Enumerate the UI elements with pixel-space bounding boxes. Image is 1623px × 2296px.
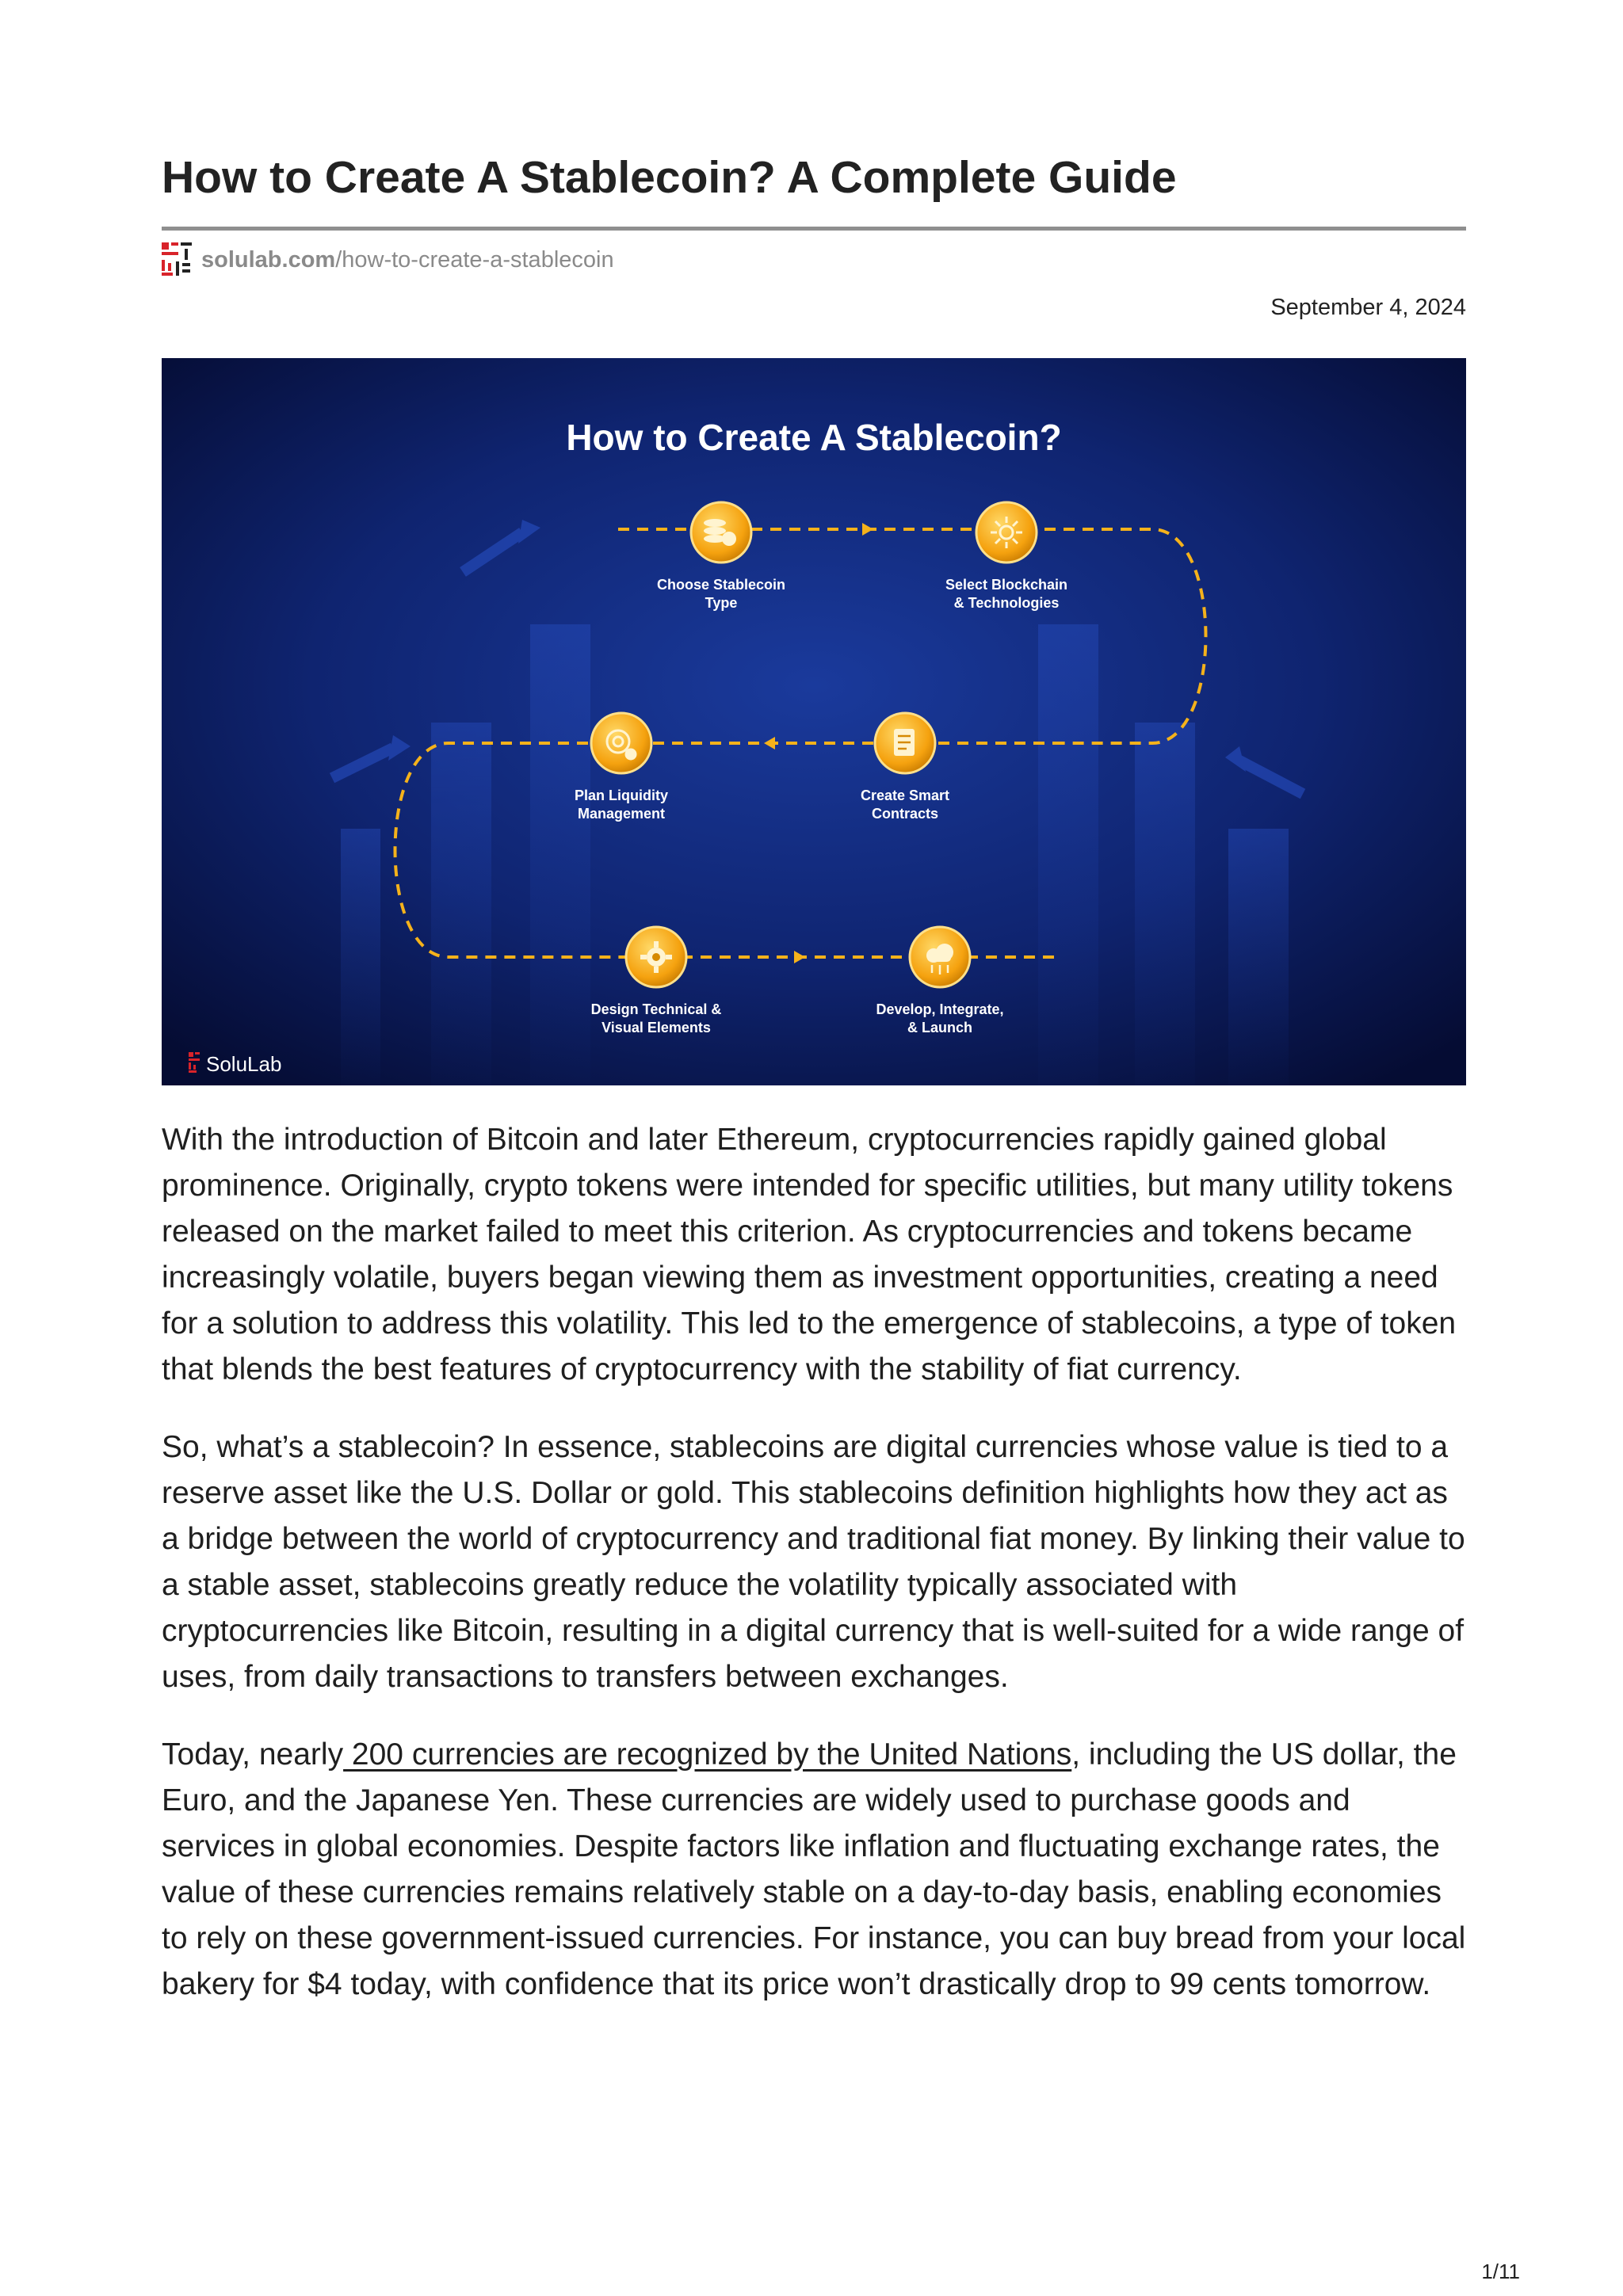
step-label-line2: & Technologies bbox=[953, 595, 1060, 611]
source-path[interactable]: /how-to-create-a-stablecoin bbox=[335, 246, 614, 273]
solulab-logo-icon bbox=[162, 242, 193, 277]
step-label-line1: Select Blockchain bbox=[945, 577, 1068, 593]
step-label-line1: Design Technical & bbox=[590, 1001, 722, 1017]
page-number: 1/11 bbox=[1481, 2260, 1520, 2283]
step-label-line2: Management bbox=[577, 806, 666, 822]
step-label-line1: Plan Liquidity bbox=[574, 788, 669, 803]
source-line bbox=[162, 242, 614, 277]
hero-infographic bbox=[162, 358, 1466, 1085]
page-title: How to Create A Stablecoin? A Complete Guide bbox=[162, 152, 1177, 203]
un-currencies-link[interactable]: 200 currencies are recognized by the United Nations bbox=[343, 1737, 1072, 1772]
paragraph-definition: So, what’s a stablecoin? In essence, stablecoins are digital currencies whose value is tied to a reserve asset like the U.S. Dollar or gold. This stablecoins definition highlights how they act as a bridge between the world of cryptocurrency and traditional fiat money. By linking their value to a stable asset, stablecoins greatly reduce the volatility typically associated with cryptocurrencies like Bitcoin, resulting in a digital currency that is well-suited for a wide range of uses, from daily transactions to transfers between exchanges. bbox=[162, 1430, 1465, 1694]
paragraph-currencies bbox=[162, 1732, 1471, 2008]
paragraph-intro: With the introduction of Bitcoin and later Ethereum, cryptocurrencies rapidly gained global prominence. Originally, crypto tokens were intended for specific utilities, but many utility tokens released on the market failed to meet this criterion. As cryptocurrencies and tokens became increasingly volatile, buyers began viewing them as investment opportunities, creating a need for a solution to address this volatility. This led to the emergence of stablecoins, a type of token that blends the best features of cryptocurrency with the stability of fiat currency. bbox=[162, 1123, 1457, 1386]
publication-date: September 4, 2024 bbox=[1270, 295, 1466, 320]
hero-title: How to Create A Stablecoin? bbox=[566, 417, 1062, 458]
title-divider bbox=[162, 227, 1466, 231]
step-label-line2: Type bbox=[705, 595, 738, 611]
contract-icon bbox=[894, 729, 915, 756]
paragraph-text: , including the US dollar, the Euro, and the Japanese Yen. These currencies are widely used to purchase goods and services in global economies. Despite factors like inflation and fluctuating exchange rates, the value of these currencies remains relatively stable on a day-to-day basis, enabling economies to rely on these government-issued currencies. For instance, you can buy bread from your local bakery for $4 today, with confidence that its price won’t drastically drop to 99 cents tomorrow. bbox=[162, 1737, 1466, 2001]
article-body bbox=[162, 1117, 1471, 2039]
step-label-line1: Create Smart bbox=[860, 788, 950, 803]
step-label-line1: Choose Stablecoin bbox=[656, 577, 786, 593]
step-label-line1: Develop, Integrate, bbox=[876, 1001, 1004, 1017]
source-domain[interactable]: solulab.com bbox=[201, 246, 336, 273]
paragraph-text: Today, nearly bbox=[162, 1737, 344, 1772]
step-label-line2: Contracts bbox=[871, 806, 939, 822]
step-label-line2: Visual Elements bbox=[601, 1020, 711, 1035]
step-label-line2: & Launch bbox=[907, 1020, 973, 1035]
hero-brand-name: SoluLab bbox=[206, 1052, 282, 1076]
